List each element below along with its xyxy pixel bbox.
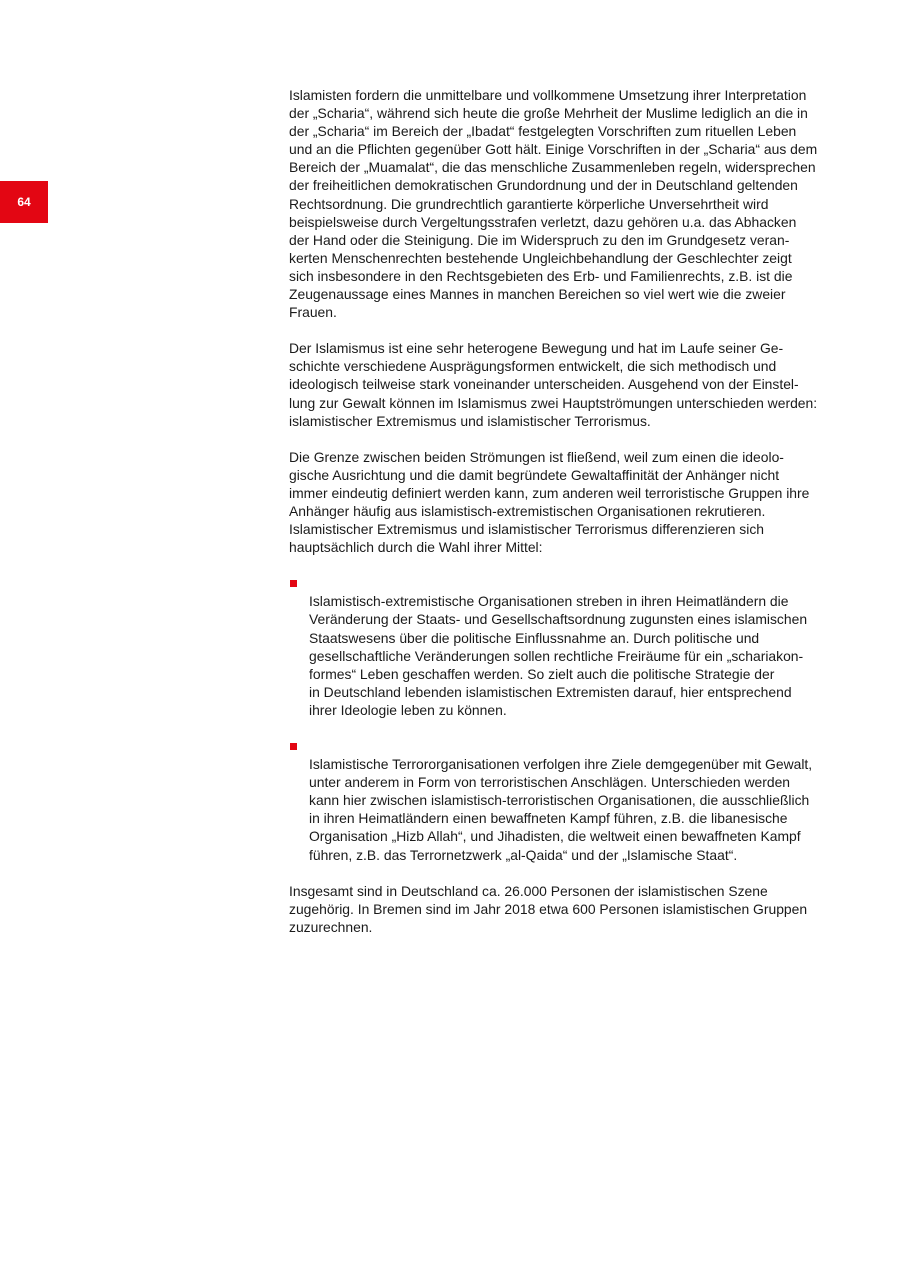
body-text (289, 86, 849, 954)
paragraph-scharia: Islamisten fordern die unmittelbare und vollkommene Umsetzung ihrer Interpretation der „Scharia“, während sich heute die große Mehrheit der Muslime lediglich an die in der „Scharia“ im Bereich der „Ibadat“ festgelegten Vorschriften zum rituellen Leben und an die Pflichten gegenüber Gott hält. Einige Vorschriften in der „Scharia“ aus dem Bereich der „Muamalat“, die das menschliche Zusammenleben regeln, widersprechen der freiheitlichen demokratischen Grundordnung und der in Deutschland geltenden Rechtsordnung. Die grundrechtlich garantierte körperliche Unversehrtheit wird beispielsweise durch Vergeltungsstrafen verletzt, dazu gehören u.a. das Abhacken der Hand oder die Steinigung. Die im Widerspruch zu den im Grundgesetz veran- kerten Menschenrechten bestehende Ungleichbehandlung der Geschlechter zeigt sich insbesondere in den Rechtsgebieten des Erb- und Familienrechts, z.B. ist die Zeugenaussage eines Mannes in manchen Bereichen so viel wert wie die zweier Frauen. (289, 87, 818, 321)
list-item (289, 737, 849, 864)
square-bullet-icon (290, 743, 297, 750)
paragraph-closing: Insgesamt sind in Deutschland ca. 26.000 Personen der islamistischen Szene zugehörig. In Bremen sind im Jahr 2018 etwa 600 Personen islamistischen Gruppen zuzurechnen. (289, 882, 808, 935)
list-item (289, 574, 849, 719)
paragraph-heterogeneous-movement: Der Islamismus ist eine sehr heterogene Bewegung und hat im Laufe seiner Ge- schichte verschiedene Ausprägungsformen entwickelt, die sich methodisch und ideologisch teilweise stark voneinander unterscheiden. Ausgehend von der Einstel- lung zur Gewalt können im Islamismus zwei Hauptströmungen unterschieden werden: islamistischer Extremismus und islamistischer Terrorismus. (289, 340, 818, 429)
bullet-text: Islamistische Terrororganisationen verfolgen ihre Ziele demgegenüber mit Gewalt, unter anderem in Form von terroristischen Anschlägen. Unterschieden werden kann hier zwischen islamistisch-terroristischen Organisationen, die ausschließlich in ihren Heimatländern einen bewaffneten Kampf führen, z.B. die libanesische Organisation „Hizb Allah“, und Jihadisten, die weltweit einen bewaffneten Kampf führen, z.B. das Terrornetzwerk „al-Qaida“ und der „Islamische Staat“. (309, 756, 813, 863)
bullet-text: Islamistisch-extremistische Organisationen streben in ihren Heimatländern die Veränderung der Staats- und Gesellschaftsordnung zugunsten eines islamischen Staatswesens über die politische Einflussnahme an. Durch politische und gesellschaftliche Veränderungen sollen rechtliche Freiräume für ein „schariakon- formes“ Leben geschaffen werden. So zielt auch die politische Strategie der in Deutschland lebenden islamistischen Extremisten darauf, hier entsprechend ihrer Ideologie leben zu können. (309, 593, 808, 718)
bullet-list (289, 574, 849, 863)
paragraph-boundary: Die Grenze zwischen beiden Strömungen ist fließend, weil zum einen die ideolo- gische Ausrichtung und die damit begründete Gewaltaffinität der Anhänger nicht immer eindeutig definiert werden kann, zum anderen weil terroristische Gruppen ihre Anhänger häufig aus islamistisch-extremistischen Organisationen rekrutieren. Islamistischer Extremismus und islamistischer Terrorismus differenzieren sich hauptsächlich durch die Wahl ihrer Mittel: (289, 448, 810, 556)
page-number-badge: 64 (0, 181, 48, 223)
square-bullet-icon (290, 580, 297, 587)
